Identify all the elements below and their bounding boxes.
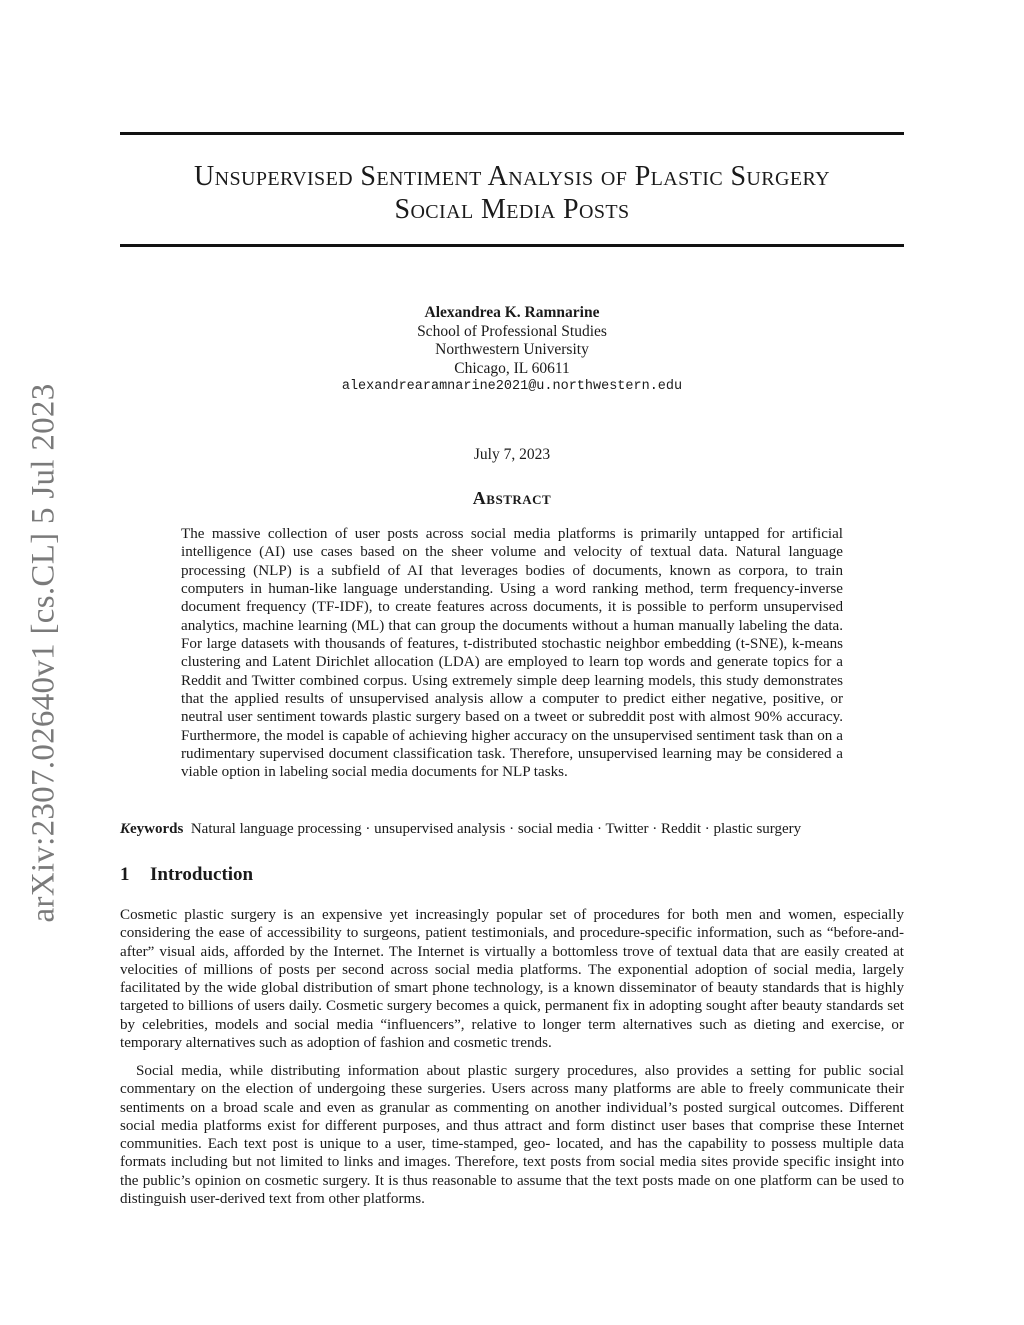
abstract-text: The massive collection of user posts across social media platforms is primarily untapped for artificial intelligence (AI) use cases based on the sheer volume and velocity of textual data. Natural language processing (NLP) is a subfield of AI that leverages bodies of documents, known as corpora, to train computers in human-like language understanding. Using a word ranking method, term frequency-inverse document frequency (TF-IDF), to create features across documents, it is possible to perform unsupervised analytics, machine learning (ML) that can group the documents without a human manually labeling the data. For large datasets with thousands of features, t-distributed stochastic neighbor embedding (t-SNE), k-means clustering and Latent Dirichlet allocation (LDA) are employed to learn top words and generate topics for a Reddit and Twitter combined corpus. Using extremely simple deep learning models, this study demonstrates that the applied results of unsupervised analysis allow a computer to predict either negative, positive, or neutral user sentiment towards plastic surgery based on a tweet or subreddit post with almost 90% accuracy. Furthermore, the model is capable of achieving higher accuracy on the unsupervised sentiment task than on a rudimentary supervised document classification task. Therefore, unsupervised learning may be considered a viable option in labeling social media documents for NLP tasks.: [181, 526, 843, 781]
author-affiliation-university: Northwestern University: [435, 341, 589, 358]
author-affiliation-school: School of Professional Studies: [417, 322, 607, 340]
author-location: Chicago, IL 60611: [454, 359, 570, 377]
section-title: Introduction: [150, 864, 254, 885]
author-block: [120, 304, 904, 397]
title-bottom-rule: [120, 244, 904, 247]
keywords-line: [120, 820, 904, 839]
paper-title: [120, 160, 904, 226]
paper-title-line-2: Social Media Posts: [394, 194, 630, 225]
keywords-label-k: K: [120, 821, 131, 837]
keywords-text: Natural language processing · unsupervised analysis · social media · Twitter · Reddit · plastic surgery: [190, 821, 802, 837]
paper-title-line-1: Unsupervised Sentiment Analysis of Plastic Surgery: [194, 161, 830, 192]
paper-date: July 7, 2023: [473, 446, 551, 463]
section-heading-introduction: [120, 864, 253, 886]
keywords-label-rest: eywords: [130, 821, 184, 837]
keywords-label: [120, 821, 183, 837]
intro-paragraph-2: Social media, while distributing information about plastic surgery procedures, also provides a setting for public social commentary on the election of undergoing these surgeries. Users across many platforms are able to freely communicate their sentiments on a broad scale and even as granular as commenting on another individual’s posted surgical outcomes. Different social media platforms exist for different purposes, and thus attract and form distinct user bases that comprise these Internet communities. Each text post is unique to a user, time-stamped, geo- located, and has the capability to possess multiple data formats including but not limited to links and images. Therefore, text posts from social media sites provide specific insight into the public’s opinion on cosmetic surgery. It is thus reasonable to assume that the text posts made on one platform can be used to distinguish user-derived text from other platforms.: [120, 1063, 904, 1208]
author-email[interactable]: alexandrearamnarine2021@u.northwestern.edu: [341, 379, 683, 394]
section-number: 1: [120, 864, 130, 885]
intro-paragraph-1: Cosmetic plastic surgery is an expensive yet increasingly popular set of procedures for both men and women, especially considering the ease of accessibility to surgeons, patient testimonials, and procedure-specific information, such as “before-and-after” visual aids, afforded by the Internet. The Internet is virtually a bottomless trove of textual data that are easily created at velocities of millions of posts per second across social media platforms. The exponential adoption of social media, largely facilitated by the wide global distribution of smart phone technology, is a known disseminator of beauty standards that is highly targeted to billions of users daily. Cosmetic surgery becomes a quick, permanent fix in adopting sought after beauty standards set by celebrities, models and social media “influencers”, relative to longer term alternatives such as dieting and exercise, or temporary alternatives such as adoption of fashion and cosmetic trends.: [120, 907, 904, 1052]
title-top-rule: [120, 132, 904, 135]
arxiv-identifier-stamp[interactable]: arXiv:2307.02640v1 [cs.CL] 5 Jul 2023: [25, 383, 62, 923]
abstract-heading: Abstract: [472, 488, 552, 508]
author-name: Alexandrea K. Ramnarine: [424, 304, 600, 321]
